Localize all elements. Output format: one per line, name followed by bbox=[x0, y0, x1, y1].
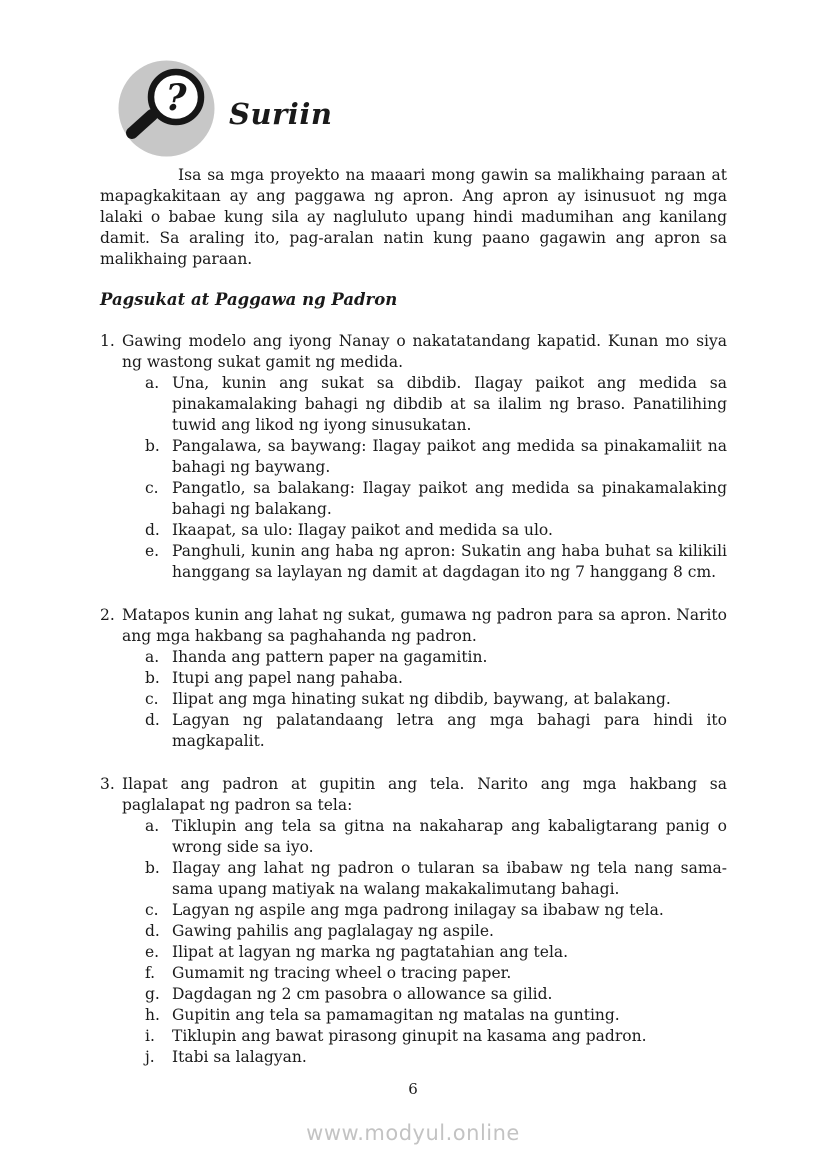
substep-text: Tiklupin ang bawat pirasong ginupit na kasama ang padron. bbox=[172, 1027, 647, 1045]
intro-paragraph: Isa sa mga proyekto na maaari mong gawin sa malikhaing paraan at mapagkakitaan ay ang paggawa ng apron. Ang apron ay isinusuot ng mga lalaki o babae kung sila ay nagluluto upang hindi madumihan ang kanilang damit. Sa araling ito, pag-aralan natin kung paano gagawin ang apron sa malikhaing paraan. bbox=[100, 166, 727, 268]
substep-letter: d. bbox=[145, 521, 160, 539]
substep-item bbox=[145, 647, 727, 668]
step-number: 2. bbox=[100, 606, 115, 624]
step-body bbox=[122, 774, 727, 1068]
substep-text: Lagyan ng palatandaang letra ang mga bahagi para hindi ito magkapalit. bbox=[172, 711, 727, 750]
substep-letter: e. bbox=[145, 943, 160, 961]
substep-item bbox=[145, 816, 727, 858]
substep-letter: e. bbox=[145, 542, 160, 560]
substep-letter: c. bbox=[145, 479, 159, 497]
subsection-heading: Pagsukat at Paggawa ng Padron bbox=[100, 290, 398, 309]
step-body bbox=[122, 605, 727, 752]
substep-text: Gupitin ang tela sa pamamagitan ng matalas na gunting. bbox=[172, 1006, 620, 1024]
substep-letter: g. bbox=[145, 985, 160, 1003]
step-body bbox=[122, 331, 727, 583]
section-header bbox=[100, 60, 727, 157]
substep-item bbox=[145, 373, 727, 436]
substep-letter: a. bbox=[145, 817, 160, 835]
substep-text: Pangalawa, sa baywang: Ilagay paikot ang medida sa pinakamaliit na bahagi ng baywang. bbox=[172, 437, 727, 476]
substep-letter: c. bbox=[145, 901, 159, 919]
substep-text: Panghuli, kunin ang haba ng apron: Sukatin ang haba buhat sa kilikili hanggang sa laylayan ng damit at dagdagan ito ng 7 hanggang 8 cm. bbox=[172, 542, 727, 581]
substep-item bbox=[145, 520, 727, 541]
substep-item bbox=[145, 984, 727, 1005]
substep-item bbox=[145, 689, 727, 710]
substep-text: Gawing pahilis ang paglalagay ng aspile. bbox=[172, 922, 494, 940]
substep-text: Dagdagan ng 2 cm pasobra o allowance sa gilid. bbox=[172, 985, 553, 1003]
substep-letter: h. bbox=[145, 1006, 160, 1024]
substep-letter: b. bbox=[145, 669, 160, 687]
watermark-text: www.modyul.online bbox=[306, 1121, 520, 1145]
substep-letter: j. bbox=[145, 1048, 155, 1066]
substep-item bbox=[145, 541, 727, 583]
substep-item bbox=[145, 436, 727, 478]
substep-text: Gumamit ng tracing wheel o tracing paper. bbox=[172, 964, 512, 982]
substep-text: Ilipat ang mga hinating sukat ng dibdib, baywang, at balakang. bbox=[172, 690, 671, 708]
substep-letter: a. bbox=[145, 648, 160, 666]
substep-item bbox=[145, 858, 727, 900]
substep-letter: i. bbox=[145, 1027, 155, 1045]
substep-letter: d. bbox=[145, 711, 160, 729]
substep-item bbox=[145, 1026, 727, 1047]
document-page bbox=[100, 0, 727, 1068]
substep-letter: a. bbox=[145, 374, 160, 392]
step-number: 1. bbox=[100, 332, 115, 350]
substep-item bbox=[145, 668, 727, 689]
page-number: 6 bbox=[408, 1080, 418, 1098]
substep-text: Ikaapat, sa ulo: Ilagay paikot and medida sa ulo. bbox=[172, 521, 553, 539]
substep-item bbox=[145, 942, 727, 963]
step-item-1 bbox=[100, 331, 727, 583]
substep-text: Ihanda ang pattern paper na gagamitin. bbox=[172, 648, 488, 666]
substep-text: Itabi sa lalagyan. bbox=[172, 1048, 307, 1066]
step-text: Matapos kunin ang lahat ng sukat, gumawa ng padron para sa apron. Narito ang mga hakbang sa paghahanda ng padron. bbox=[122, 606, 727, 645]
substep-text: Itupi ang papel nang pahaba. bbox=[172, 669, 403, 687]
substep-item bbox=[145, 1047, 727, 1068]
substep-item bbox=[145, 478, 727, 520]
substep-letter: f. bbox=[145, 964, 156, 982]
substep-letter: d. bbox=[145, 922, 160, 940]
substep-text: Ilipat at lagyan ng marka ng pagtatahian ang tela. bbox=[172, 943, 569, 961]
substep-item bbox=[145, 900, 727, 921]
substep-text: Ilagay ang lahat ng padron o tularan sa ibabaw ng tela nang sama-sama upang matiyak na walang makakalimutang bahagi. bbox=[172, 859, 727, 898]
substep-item bbox=[145, 963, 727, 984]
step-item-2 bbox=[100, 605, 727, 752]
substep-item bbox=[145, 1005, 727, 1026]
substep-text: Tiklupin ang tela sa gitna na nakaharap ang kabaligtarang panig o wrong side sa iyo. bbox=[172, 817, 727, 856]
substep-letter: b. bbox=[145, 859, 160, 877]
substep-text: Pangatlo, sa balakang: Ilagay paikot ang medida sa pinakamalaking bahagi ng balakang. bbox=[172, 479, 727, 518]
step-text: Ilapat ang padron at gupitin ang tela. Narito ang mga hakbang sa paglalapat ng padron sa tela: bbox=[122, 775, 727, 814]
substep-letter: b. bbox=[145, 437, 160, 455]
step-text: Gawing modelo ang iyong Nanay o nakatatandang kapatid. Kunan mo siya ng wastong sukat gamit ng medida. bbox=[122, 332, 727, 371]
substep-item bbox=[145, 921, 727, 942]
substep-letter: c. bbox=[145, 690, 159, 708]
step-number: 3. bbox=[100, 775, 115, 793]
substep-item bbox=[145, 710, 727, 752]
substep-text: Lagyan ng aspile ang mga padrong inilagay sa ibabaw ng tela. bbox=[172, 901, 664, 919]
magnifier-question-icon bbox=[118, 60, 215, 157]
svg-text:?: ? bbox=[165, 77, 187, 119]
step-item-3 bbox=[100, 774, 727, 1068]
section-title: Suriin bbox=[229, 96, 333, 131]
substep-text: Una, kunin ang sukat sa dibdib. Ilagay paikot ang medida sa pinakamalaking bahagi ng dibdib at sa ilalim ng braso. Panatilihing tuwid ang likod ng iyong sinusukatan. bbox=[172, 374, 727, 434]
